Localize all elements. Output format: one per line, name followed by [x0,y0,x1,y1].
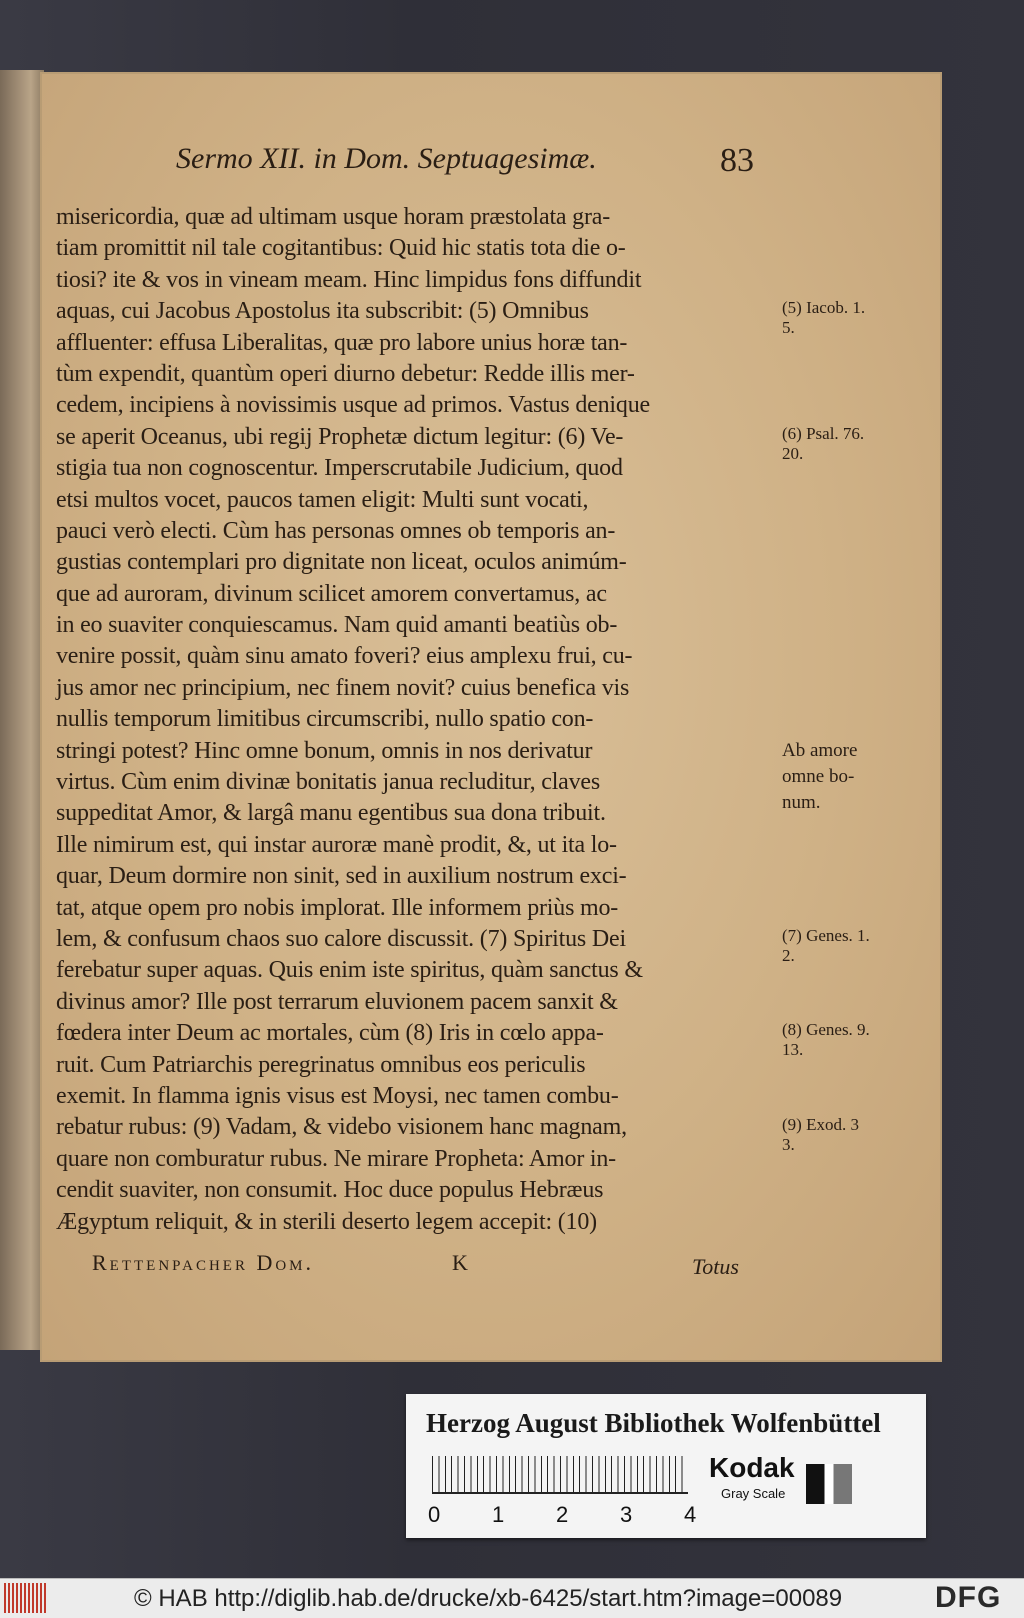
viewer-footer-bar [0,1578,1024,1618]
text-line: nullis temporum limitibus circumscribi, nullo spatio con- [56,706,594,733]
marginal-citation: (7) Genes. 1. 2. [782,926,870,966]
gray-patch-icon [806,1464,852,1504]
color-scale-card [406,1394,926,1538]
marginal-citation: (5) Iacob. 1. 5. [782,298,866,338]
text-line: quare non comburatur rubus. Ne mirare Propheta: Amor in- [56,1145,616,1172]
text-line: misericordia, quæ ad ultimam usque horam præstolata gra- [56,204,610,230]
text-line: divinus amor? Ille post terrarum eluvionem pacem sanxit & [56,988,618,1015]
text-line: jus amor nec principium, nec finem novit? cuius benefica vis [56,674,630,701]
text-line: ferebatur super aquas. Quis enim iste spiritus, quàm sanctus & [56,957,643,984]
ruler-number: 0 [428,1502,441,1527]
marginal-citation: (8) Genes. 9. 13. [782,1020,870,1060]
text-line: quar, Deum dormire non sinit, sed in auxilium nostrum exci- [56,863,627,890]
text-line: venire possit, quàm sinu amato foveri? eius amplexu frui, cu- [56,643,633,670]
book-page [40,72,942,1362]
marginal-citation: (6) Psal. 76. 20. [782,423,865,463]
ruler-number: 1 [492,1502,505,1527]
text-line: rebatur rubus: (9) Vadam, & videbo visionem hanc magnam, [56,1114,627,1141]
text-line: tiosi? ite & vos in vineam meam. Hinc limpidus fons diffundit [56,266,642,293]
credit-link[interactable]: © HAB http://diglib.hab.de/drucke/xb-6425/start.htm?image=00089 [134,1585,843,1612]
text-line: affluenter: effusa Liberalitas, quæ pro labore unius horæ tan- [56,329,628,356]
catchword: Totus [692,1254,739,1279]
text-line: Ille nimirum est, qui instar auroræ manè prodit, &, ut ita lo- [56,831,617,858]
running-head: Sermo XII. in Dom. Septuagesimæ. [176,142,597,175]
text-line: exemit. In flamma ignis visus est Moysi, nec tamen combu- [56,1082,619,1109]
ruler [432,1456,688,1494]
text-line: in eo suaviter conquiescamus. Nam quid amanti beatiùs ob- [56,612,618,639]
page-number: 83 [720,142,754,179]
text-line: cedem, incipiens à novissimis usque ad primos. Vastus denique [56,392,650,419]
library-title: Herzog August Bibliothek Wolfenbüttel [426,1408,881,1438]
ruler-number: 4 [684,1502,697,1527]
text-line: se aperit Oceanus, ubi regij Prophetæ dictum legitur: (6) Ve- [56,423,624,450]
text-line: tat, atque opem pro nobis implorat. Ille informem priùs mo- [56,894,619,921]
page-header [40,142,942,192]
text-line: tiam promittit nil tale cogitantibus: Quid hic statis tota die o- [56,235,626,262]
text-line: cendit suaviter, non consumit. Hoc duce populus Hebræus [56,1177,604,1204]
text-line: virtus. Cùm enim divinæ bonitatis janua recluditur, claves [56,769,601,796]
text-line: etsi multos vocet, paucos tamen eligit: Multi sunt vocati, [56,486,589,513]
text-line: stringi potest? Hinc omne bonum, omnis in nos derivatur [56,737,593,764]
marginal-citation: (9) Exod. 3 3. [782,1114,859,1154]
ruler-number: 3 [620,1502,633,1527]
previous-page-edge [0,70,44,1350]
dfg-logo[interactable]: DFG [935,1581,1002,1614]
text-line: tùm expendit, quantùm operi diurno debetur: Redde illis mer- [56,360,635,387]
hab-logo-icon[interactable] [4,1583,46,1613]
page-footer [92,1250,792,1284]
text-line: aquas, cui Jacobus Apostolus ita subscribit: (5) Omnibus [56,298,589,325]
signature-name: Rettenpacher Dom. [92,1250,315,1275]
ruler-number: 2 [556,1502,569,1527]
text-line: que ad auroram, divinum scilicet amorem convertamus, ac [56,580,607,607]
body-text [56,202,870,1238]
signature-letter: K [452,1250,468,1275]
text-line: fœdera inter Deum ac mortales, cùm (8) Iris in cœlo appa- [56,1020,604,1047]
text-line: lem, & confusum chaos suo calore discussit. (7) Spiritus Dei [56,925,626,952]
gray-scale-label: Gray Scale [721,1486,786,1501]
text-line: pauci verò electi. Cùm has personas omnes ob temporis an- [56,517,616,544]
text-line: ruit. Cum Patriarchis peregrinatus omnibus eos periculis [56,1051,586,1078]
text-line: stigia tua non cognoscentur. Imperscrutabile Judicium, quod [56,455,623,482]
side-heading: Ab amore omne bo- num. [782,739,858,813]
text-line: suppeditat Amor, & largâ manu egentibus sua dona tribuit. [56,800,606,827]
text-line: gustias contemplari pro dignitate non liceat, oculos animúm- [56,549,627,576]
kodak-logo: Kodak [709,1452,795,1483]
text-line: Ægyptum reliquit, & in sterili deserto legem accepit: (10) [56,1208,597,1235]
